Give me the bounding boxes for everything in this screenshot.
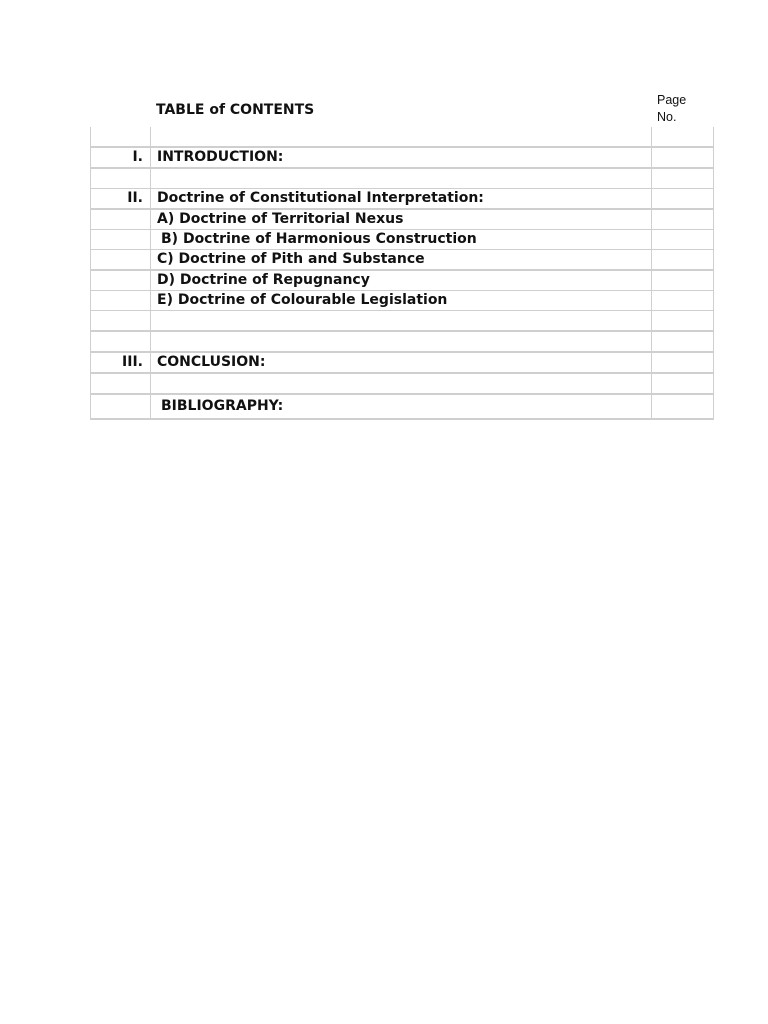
toc-number: I. [91,147,151,168]
toc-number: III. [91,352,151,373]
toc-number [91,394,151,419]
toc-entry: CONCLUSION: [151,352,652,373]
toc-row [91,291,714,311]
toc-entry [151,373,652,394]
toc-number [91,331,151,352]
toc-number [91,230,151,250]
toc-table [90,127,714,420]
toc-number [91,127,151,147]
toc-number [91,168,151,189]
toc-row [91,311,714,332]
toc-page [652,331,714,352]
toc-number [91,209,151,230]
toc-number [91,291,151,311]
toc-row [91,168,714,189]
toc-row [91,373,714,394]
toc-page [652,250,714,271]
toc-entry: Doctrine of Constitutional Interpretation: [151,189,652,210]
toc-row [91,250,714,271]
toc-page [652,270,714,291]
toc-row [91,209,714,230]
toc-row [91,147,714,168]
toc-entry: D) Doctrine of Repugnancy [151,270,652,291]
toc-row [91,270,714,291]
toc-page [652,189,714,210]
toc-row [91,331,714,352]
toc-row [91,352,714,373]
toc-page [652,291,714,311]
toc-page [652,209,714,230]
toc-entry [151,331,652,352]
toc-row [91,127,714,147]
toc-entry: B) Doctrine of Harmonious Construction [151,230,652,250]
toc-entry: C) Doctrine of Pith and Substance [151,250,652,271]
toc-page [652,147,714,168]
toc-entry [151,127,652,147]
toc-row [91,394,714,419]
toc-page [652,373,714,394]
toc-row [91,230,714,250]
toc-page [652,168,714,189]
page-no-header: Page No. [657,93,687,124]
toc-number: II. [91,189,151,210]
toc-page [652,230,714,250]
toc-entry: E) Doctrine of Colourable Legislation [151,291,652,311]
toc-entry: BIBLIOGRAPHY: [151,394,652,419]
toc-page [652,127,714,147]
toc-title: TABLE of CONTENTS [156,102,315,118]
toc-number [91,311,151,332]
toc-number [91,373,151,394]
toc-row [91,189,714,210]
toc-entry: INTRODUCTION: [151,147,652,168]
toc-entry [151,311,652,332]
toc-page [652,311,714,332]
toc-number [91,270,151,291]
toc-page [652,352,714,373]
toc-number [91,250,151,271]
toc-page [652,394,714,419]
toc-entry [151,168,652,189]
toc-entry: A) Doctrine of Territorial Nexus [151,209,652,230]
